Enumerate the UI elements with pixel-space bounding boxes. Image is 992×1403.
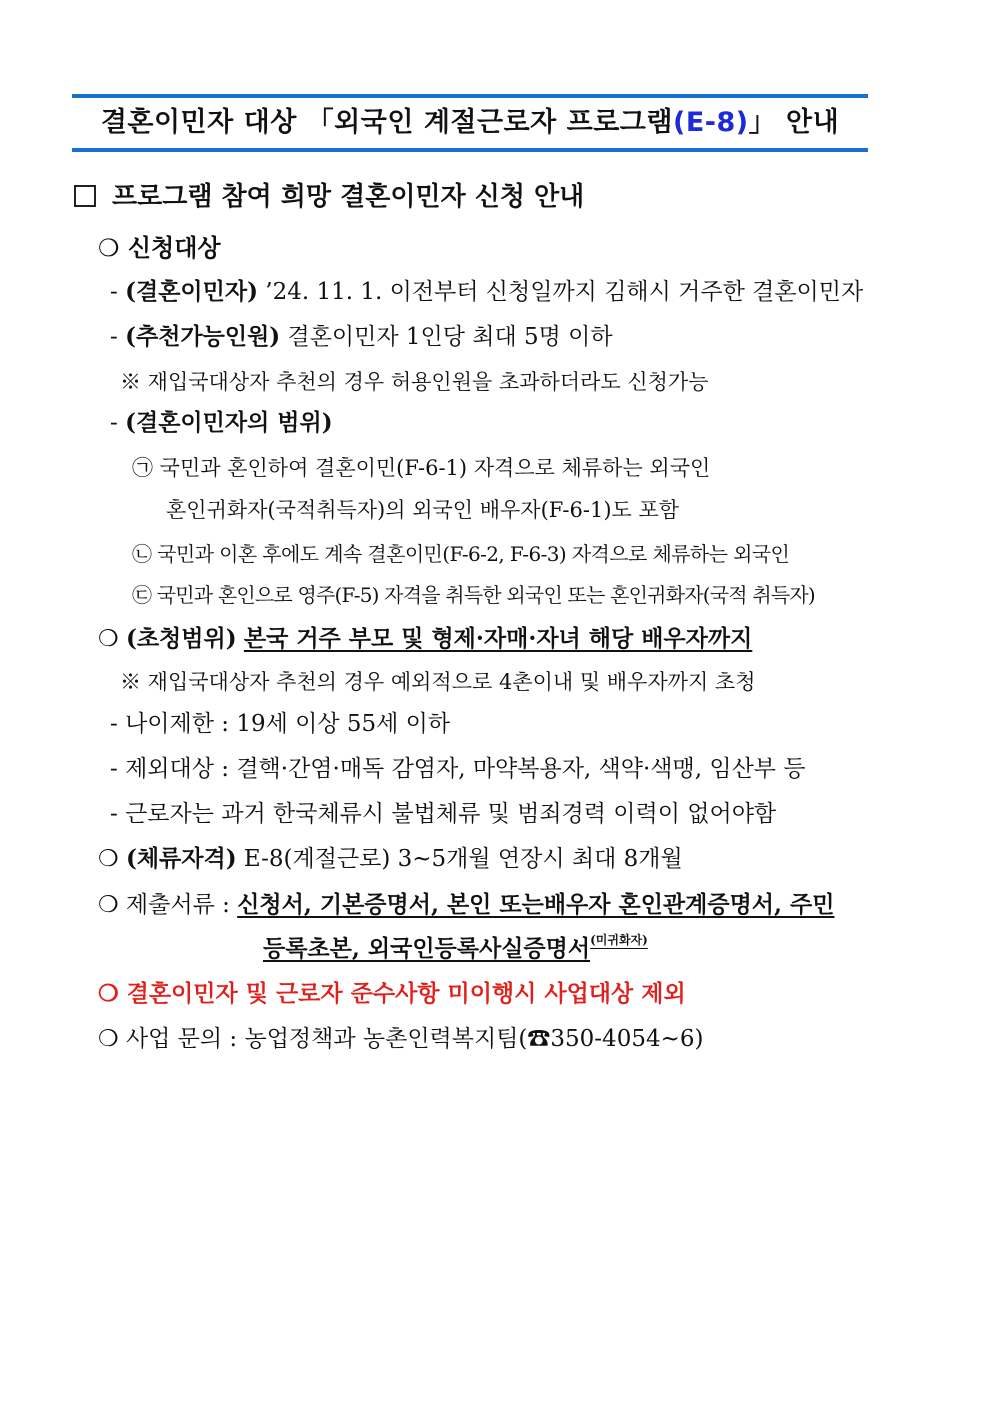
- contact-line: ❍ 사업 문의 : 농업정책과 농촌인력복지팀(☎350-4054~6): [98, 1026, 704, 1052]
- telephone-icon: ☎: [527, 1026, 551, 1052]
- title-main: 결혼이민자 대상 「외국인 계절근로자 프로그램: [100, 107, 673, 138]
- target-item-2: - (추천가능인원) 결혼이민자 1인당 최대 5명 이하: [110, 323, 613, 350]
- target-item-2-label: (추천가능인원): [125, 323, 281, 350]
- scope-item-a-line-1: ㉠ 국민과 혼인하여 결혼이민(F-6-1) 자격으로 체류하는 외국인: [132, 456, 711, 480]
- title-highlight: (E-8): [672, 107, 749, 138]
- excluded-targets: - 제외대상 : 결핵·간염·매독 감염자, 마약복용자, 색약·색맹, 임산부 등: [110, 756, 806, 782]
- title-end: 」 안내: [748, 107, 840, 138]
- stay-status: ❍ (체류자격) E-8(계절근로) 3~5개월 연장시 최대 8개월: [98, 845, 683, 872]
- document-title: [101, 98, 839, 148]
- invite-note: ※ 재입국대상자 추천의 경우 예외적으로 4촌이내 및 배우자까지 초청: [120, 670, 756, 694]
- target-item-1: - (결혼이민자) ’24. 11. 1. 이전부터 신청일까지 김해시 거주한 결혼이민자: [110, 278, 864, 305]
- target-item-1-label: (결혼이민자): [125, 278, 258, 305]
- documents-text-2: 등록초본, 외국인등록사실증명서: [263, 935, 591, 962]
- documents-text-1: 신청서, 기본증명서, 본인 또는배우자 혼인관계증명서, 주민: [237, 891, 835, 918]
- worker-condition: - 근로자는 과거 한국체류시 불법체류 및 범죄경력 이력이 없어야함: [110, 801, 777, 827]
- scope-item-c: ㉢ 국민과 혼인으로 영주(F-5) 자격을 취득한 외국인 또는 혼인귀화자(국적 취득자): [132, 583, 815, 607]
- warning-line: ❍ 결혼이민자 및 근로자 준수사항 미이행시 사업대상 제외: [98, 980, 686, 1007]
- target-heading: ❍ 신청대상: [98, 234, 221, 262]
- age-limit: - 나이제한 : 19세 이상 55세 이하: [110, 711, 451, 737]
- checkbox-square-icon: [74, 185, 96, 207]
- section-heading: 프로그램 참여 희망 결혼이민자 신청 안내: [112, 182, 585, 212]
- section-heading-row: [74, 176, 584, 213]
- documents-line-2: [263, 930, 648, 963]
- scope-heading: - (결혼이민자의 범위): [110, 409, 333, 436]
- documents-superscript: (미귀화자): [590, 933, 648, 947]
- invite-range-text: 본국 거주 부모 및 형제·자매·자녀 해당 배우자까지: [243, 625, 753, 652]
- scope-item-a-line-2: 혼인귀화자(국적취득자)의 외국인 배우자(F-6-1)도 포함: [166, 498, 680, 522]
- scope-item-b: ㉡ 국민과 이혼 후에도 계속 결혼이민(F-6-2, F-6-3) 자격으로 체류하는 외국인: [132, 542, 790, 566]
- invite-range: ❍ (초청범위) 본국 거주 부모 및 형제·자매·자녀 해당 배우자까지: [98, 625, 753, 652]
- documents-line-1: ❍ 제출서류 : 신청서, 기본증명서, 본인 또는배우자 혼인관계증명서, 주민: [98, 891, 835, 918]
- document-title-box: [72, 94, 868, 152]
- target-note: ※ 재입국대상자 추천의 경우 허용인원을 초과하더라도 신청가능: [120, 370, 709, 394]
